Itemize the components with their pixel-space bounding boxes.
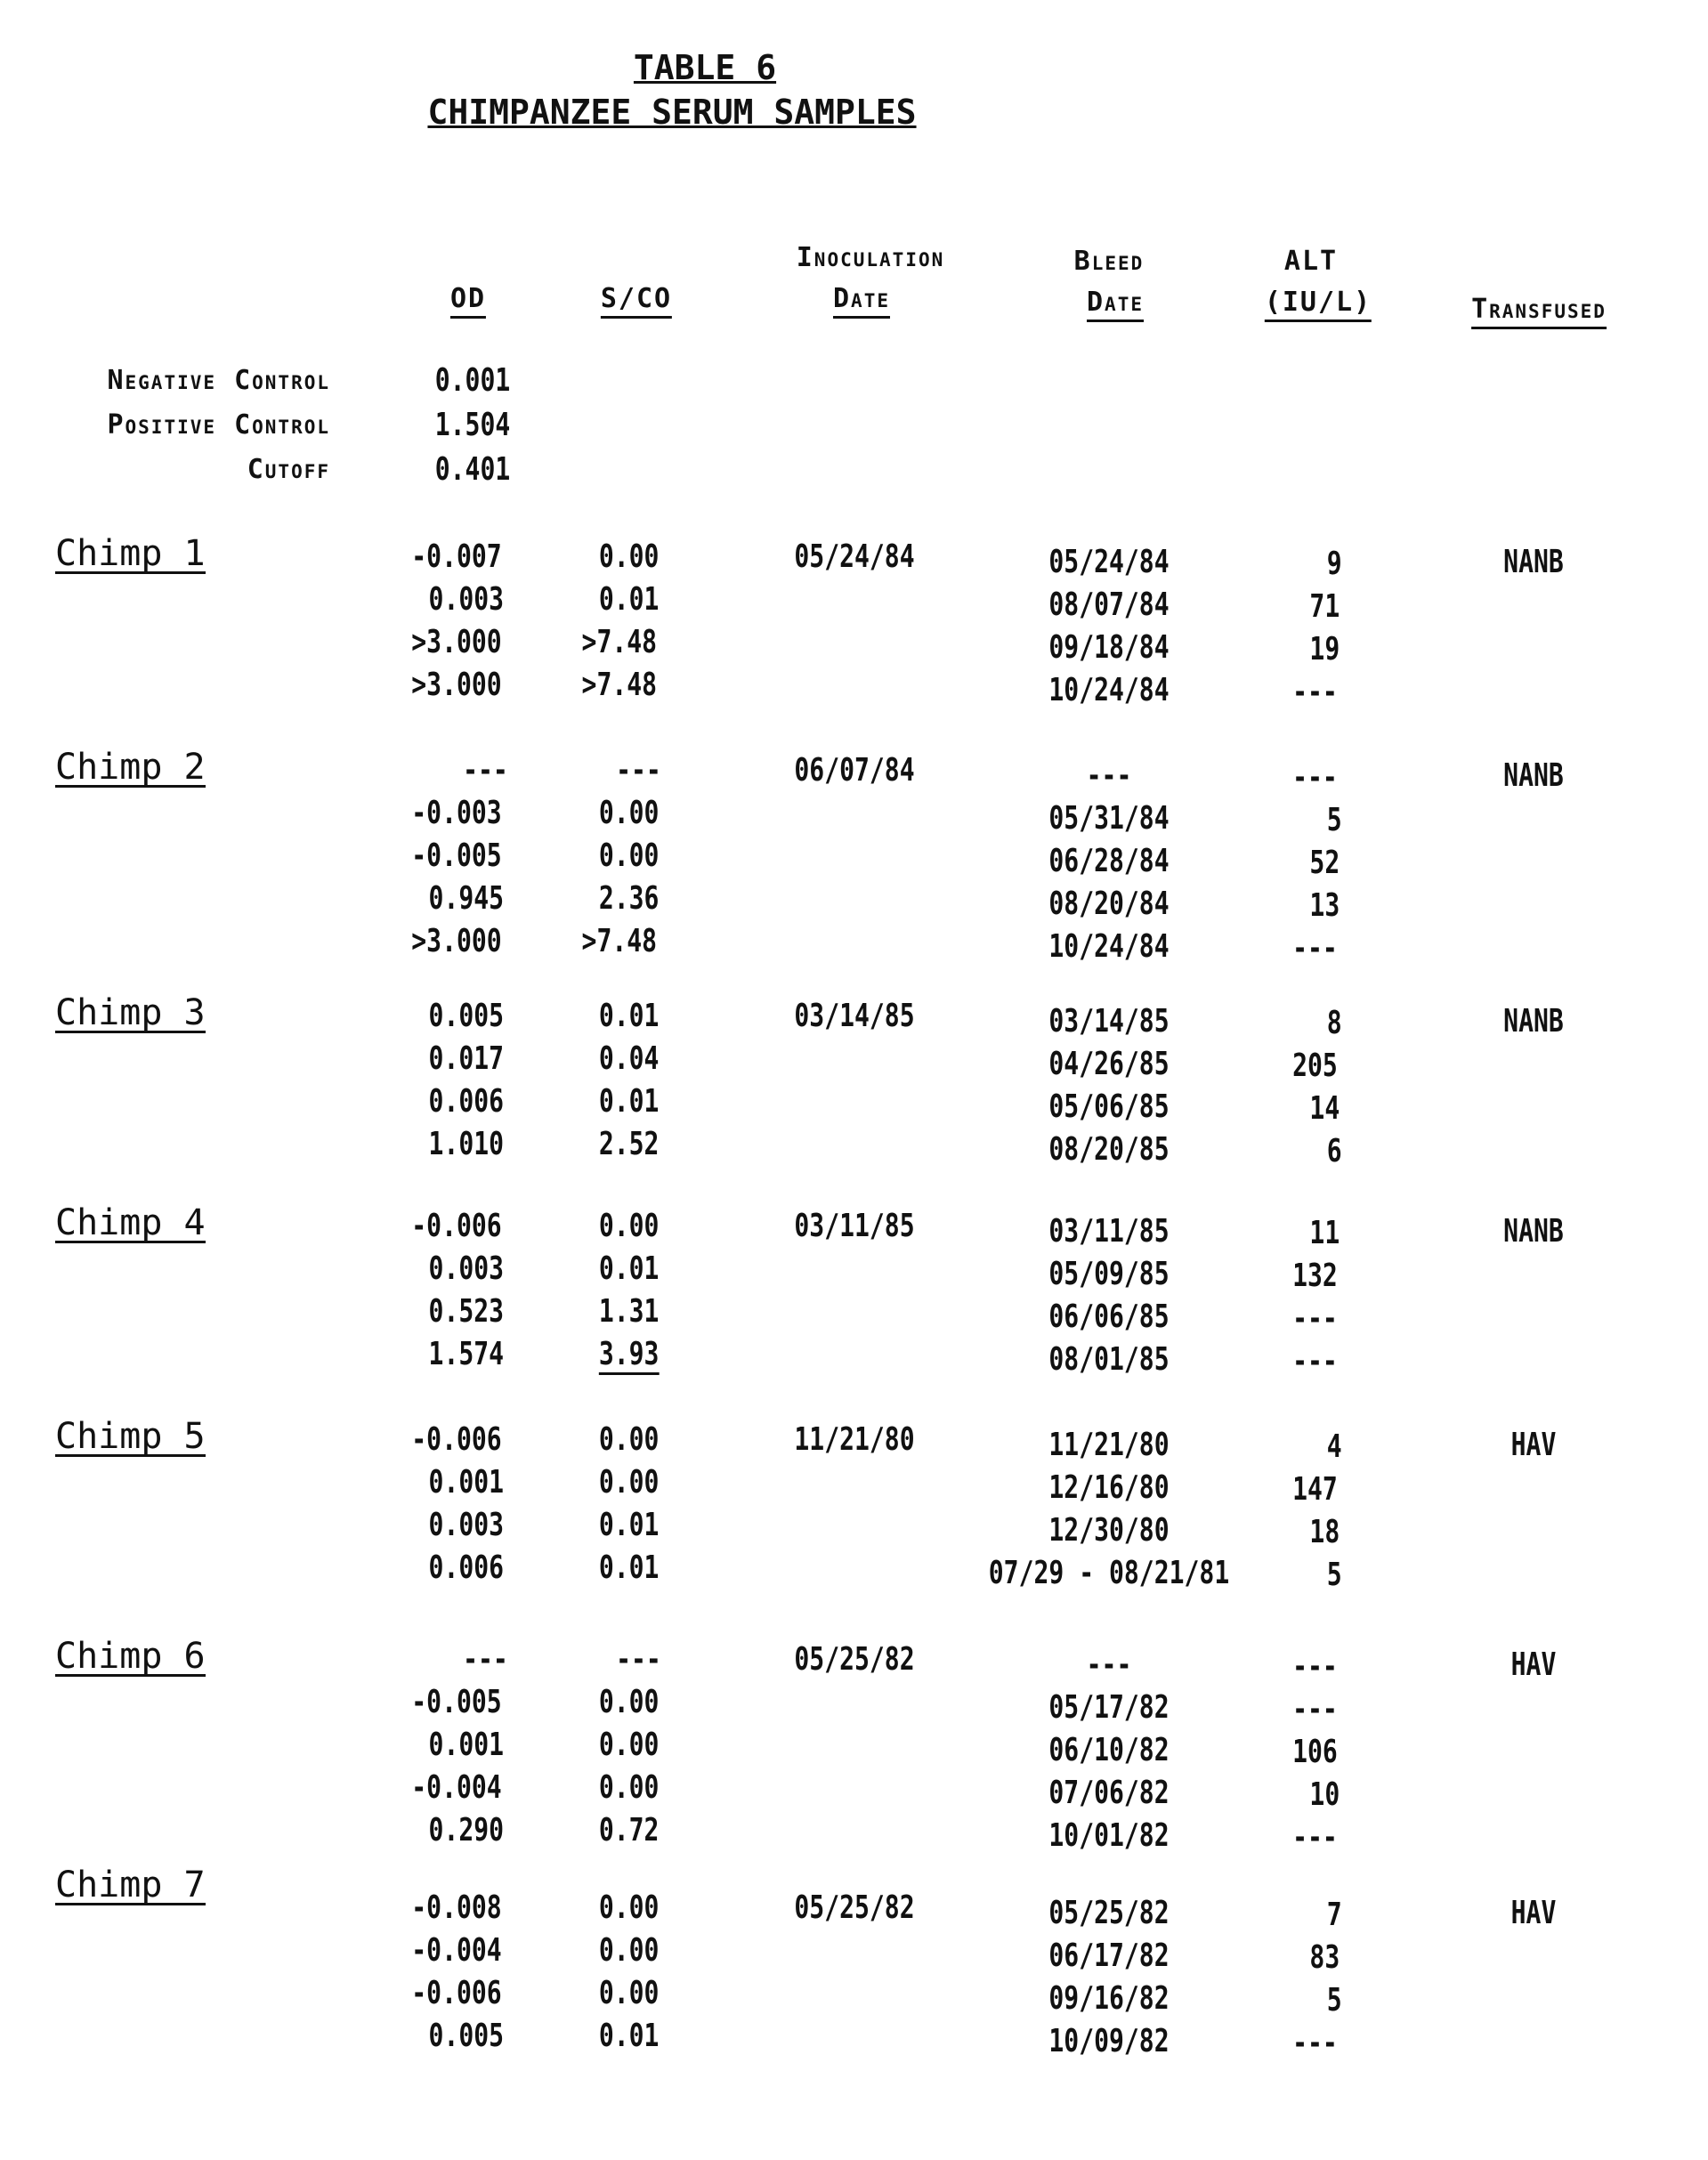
- transfused-value-text: NANB: [1503, 1214, 1564, 1250]
- sco-value: [590, 1976, 668, 2011]
- inoculation-date-text: 11/21/80: [794, 1422, 914, 1458]
- inoculation-date-text: 03/11/85: [794, 1209, 914, 1244]
- bleed-date: [1032, 844, 1186, 879]
- transfused-value-text: HAV: [1511, 1428, 1557, 1463]
- sco-value-text: 0.01: [599, 1508, 660, 1543]
- header-transfused: Transfused: [1471, 294, 1607, 329]
- bleed-date: [1032, 2024, 1186, 2059]
- sco-value: [590, 1127, 668, 1162]
- od-value: [457, 753, 514, 789]
- alt-value-text: 52: [1309, 845, 1340, 881]
- alt-value: [1324, 1557, 1344, 1593]
- bleed-date-text: 05/25/82: [1048, 1896, 1169, 1931]
- sco-value: [590, 1770, 668, 1806]
- sco-value-text: 0.00: [599, 838, 660, 874]
- alt-value: [1324, 1429, 1344, 1465]
- chimp-name: Chimp 5: [55, 1419, 206, 1457]
- bleed-date: [1032, 1047, 1186, 1082]
- alt-value-text: ---: [1292, 2026, 1338, 2061]
- alt-value: [1286, 1472, 1344, 1508]
- sco-value: [590, 838, 668, 874]
- sco-value: [571, 924, 668, 959]
- od-value-text: -0.005: [411, 1685, 501, 1720]
- alt-value-text: 4: [1327, 1429, 1342, 1465]
- header-sco: S/CO: [601, 283, 672, 319]
- alt-value-text: 5: [1327, 1557, 1342, 1593]
- od-value-text: 0.003: [429, 582, 505, 618]
- alt-value-text: 11: [1309, 1216, 1340, 1251]
- sco-value: [590, 1465, 668, 1501]
- od-value: [418, 1550, 514, 1586]
- od-value-text: -0.007: [411, 539, 501, 575]
- od-value: [418, 1465, 514, 1501]
- sco-value: [571, 625, 668, 660]
- sco-value: [590, 999, 668, 1034]
- transfused-value: [1504, 1896, 1562, 1931]
- od-value: [418, 1251, 514, 1287]
- inoculation-date-text: 06/07/84: [794, 753, 914, 789]
- bleed-date-text: 10/24/84: [1048, 929, 1169, 965]
- sco-value: [590, 1337, 668, 1375]
- od-value-text: -0.006: [411, 1422, 501, 1458]
- od-value: [399, 625, 514, 660]
- sco-value-text: >7.48: [582, 667, 658, 703]
- control-od-value: [425, 452, 521, 488]
- sco-value-text: 0.00: [599, 1422, 660, 1458]
- alt-value-text: 147: [1292, 1472, 1338, 1508]
- bleed-date-text: 05/31/84: [1048, 801, 1169, 837]
- control-label: [107, 363, 330, 399]
- bleed-date: [1032, 1342, 1186, 1378]
- bleed-date: [1032, 1428, 1186, 1463]
- alt-value-text: 83: [1309, 1940, 1340, 1976]
- bleed-date: [1032, 801, 1186, 837]
- chimp-name: Chimp 2: [55, 749, 206, 788]
- sco-value: [571, 667, 668, 703]
- sco-value-text: 0.00: [599, 1685, 660, 1720]
- bleed-date: [1032, 886, 1186, 922]
- control-od-value-text: 0.401: [435, 452, 511, 488]
- alt-value-text: 132: [1292, 1258, 1338, 1294]
- bleed-date-text: ---: [1087, 758, 1132, 794]
- alt-value: [1286, 1301, 1344, 1337]
- transfused-value-text: HAV: [1511, 1896, 1557, 1931]
- bleed-date: [1032, 630, 1186, 666]
- alt-value-text: 71: [1309, 589, 1340, 625]
- sco-value-text: ---: [616, 1642, 661, 1678]
- chimp-name: Chimp 1: [55, 536, 206, 574]
- bleed-date-text: 10/09/82: [1048, 2024, 1169, 2059]
- transfused-value: [1504, 1647, 1562, 1683]
- od-value-text: ---: [463, 1642, 508, 1678]
- control-od-value: [425, 363, 521, 399]
- bleed-date-text: 05/17/82: [1048, 1690, 1169, 1726]
- od-value: [418, 1127, 514, 1162]
- alt-value: [1306, 632, 1344, 667]
- inoculation-date-text: 05/25/82: [794, 1890, 914, 1926]
- inoculation-date: [777, 539, 931, 575]
- alt-value: [1324, 1134, 1344, 1169]
- bleed-date-text: 05/06/85: [1048, 1089, 1169, 1125]
- od-value: [399, 1976, 514, 2011]
- chimp-name: Chimp 6: [55, 1638, 206, 1677]
- bleed-date: [1032, 1690, 1186, 1726]
- bleed-date: [1032, 1818, 1186, 1854]
- od-value: [399, 667, 514, 703]
- alt-value-text: ---: [1292, 1692, 1338, 1727]
- od-value-text: 0.006: [429, 1550, 505, 1586]
- sco-value: [590, 582, 668, 618]
- od-value: [418, 1294, 514, 1330]
- transfused-value: [1504, 1428, 1562, 1463]
- od-value: [399, 838, 514, 874]
- bleed-date-text: 08/01/85: [1048, 1342, 1169, 1378]
- od-value: [399, 539, 514, 575]
- od-value: [418, 1337, 514, 1372]
- alt-value-text: 7: [1327, 1897, 1342, 1933]
- inoculation-date-text: 03/14/85: [794, 999, 914, 1034]
- alt-value: [1306, 1940, 1344, 1976]
- alt-value-text: 5: [1327, 803, 1342, 838]
- od-value-text: 0.001: [429, 1727, 505, 1763]
- sco-value-text: 0.01: [599, 582, 660, 618]
- sco-value: [590, 1685, 668, 1720]
- alt-value-text: ---: [1292, 675, 1338, 710]
- bleed-date: [1032, 1981, 1186, 2017]
- sco-value-text: 0.01: [599, 999, 660, 1034]
- alt-value: [1306, 888, 1344, 924]
- od-value-text: 0.006: [429, 1084, 505, 1120]
- od-value-text: -0.006: [411, 1209, 501, 1244]
- sco-value-text: 0.00: [599, 1727, 660, 1763]
- alt-value: [1286, 931, 1344, 967]
- alt-value: [1286, 1048, 1344, 1084]
- sco-value: [610, 1642, 668, 1678]
- alt-value-text: 205: [1292, 1048, 1338, 1084]
- sco-value: [590, 796, 668, 831]
- sco-value-text: 0.00: [599, 539, 660, 575]
- alt-value-text: ---: [1292, 1649, 1338, 1685]
- od-value-text: >3.000: [411, 625, 501, 660]
- od-value-text: -0.004: [411, 1770, 501, 1806]
- bleed-date-text: 08/07/84: [1048, 587, 1169, 623]
- alt-value: [1286, 760, 1344, 796]
- od-value: [418, 1813, 514, 1849]
- od-value-text: 0.003: [429, 1508, 505, 1543]
- chimp-name: Chimp 4: [55, 1205, 206, 1243]
- sco-value: [590, 1209, 668, 1244]
- od-value: [418, 1084, 514, 1120]
- sco-value: [590, 1251, 668, 1287]
- od-value-text: 0.001: [429, 1465, 505, 1501]
- od-value: [418, 1041, 514, 1077]
- chimp-name: Chimp 3: [55, 995, 206, 1033]
- header-alt: ALT: [1284, 244, 1338, 279]
- alt-value-text: 6: [1327, 1134, 1342, 1169]
- bleed-date: [1032, 1513, 1186, 1549]
- sco-value: [590, 881, 668, 917]
- alt-value: [1306, 1515, 1344, 1550]
- alt-value: [1306, 589, 1344, 625]
- transfused-value: [1495, 1214, 1573, 1250]
- header-od: OD: [450, 283, 486, 319]
- od-value: [418, 2018, 514, 2054]
- od-value-text: -0.003: [411, 796, 501, 831]
- sco-value-text: 0.00: [599, 1933, 660, 1969]
- bleed-date: [1032, 673, 1186, 708]
- od-value-text: 0.523: [429, 1294, 505, 1330]
- sco-value-text: 0.00: [599, 1465, 660, 1501]
- table-title: TABLE 6: [634, 50, 776, 85]
- od-value-text: >3.000: [411, 667, 501, 703]
- od-value: [399, 1685, 514, 1720]
- bleed-date: [1032, 1733, 1186, 1768]
- chimp-name: Chimp 7: [55, 1867, 206, 1905]
- bleed-date: [1032, 545, 1186, 580]
- bleed-date-text: 06/28/84: [1048, 844, 1169, 879]
- bleed-date: [1032, 1089, 1186, 1125]
- bleed-date: [955, 1556, 1264, 1591]
- transfused-value-text: NANB: [1503, 545, 1564, 580]
- sco-value-text: 0.04: [599, 1041, 660, 1077]
- inoculation-date: [777, 999, 931, 1034]
- bleed-date-text: 12/30/80: [1048, 1513, 1169, 1549]
- od-value: [418, 999, 514, 1034]
- alt-value: [1286, 1344, 1344, 1379]
- transfused-value: [1495, 758, 1573, 794]
- od-value-text: 0.003: [429, 1251, 505, 1287]
- alt-value: [1286, 1735, 1344, 1770]
- bleed-date-text: 04/26/85: [1048, 1047, 1169, 1082]
- bleed-date-text: 11/21/80: [1048, 1428, 1169, 1463]
- alt-value-text: 18: [1309, 1515, 1340, 1550]
- sco-value: [590, 1727, 668, 1763]
- bleed-date-text: 07/06/82: [1048, 1776, 1169, 1811]
- header-inoculation-date: Date: [833, 283, 890, 319]
- alt-value-text: 19: [1309, 632, 1340, 667]
- header-bleed: Bleed: [1074, 244, 1145, 279]
- alt-value-text: 106: [1292, 1735, 1338, 1770]
- sco-value-text: 0.00: [599, 796, 660, 831]
- sco-value-text: >7.48: [582, 924, 658, 959]
- alt-value: [1306, 845, 1344, 881]
- control-label-text: Cutoff: [247, 452, 330, 488]
- alt-value-text: ---: [1292, 760, 1338, 796]
- od-value: [418, 582, 514, 618]
- bleed-date-text: 10/24/84: [1048, 673, 1169, 708]
- alt-value: [1324, 803, 1344, 838]
- sco-value: [590, 2018, 668, 2054]
- bleed-date-text: 03/11/85: [1048, 1214, 1169, 1250]
- transfused-value-text: HAV: [1511, 1647, 1557, 1683]
- bleed-date: [1032, 587, 1186, 623]
- alt-value: [1324, 1006, 1344, 1041]
- bleed-date-text: 09/18/84: [1048, 630, 1169, 666]
- od-value-text: >3.000: [411, 924, 501, 959]
- inoculation-date: [777, 753, 931, 789]
- sco-value-text: ---: [616, 753, 661, 789]
- od-value-text: 0.017: [429, 1041, 505, 1077]
- header-alt-unit: (IU/L): [1265, 287, 1372, 322]
- alt-value-text: ---: [1292, 1820, 1338, 1856]
- bleed-date: [1032, 1896, 1186, 1931]
- inoculation-date-text: 05/24/84: [794, 539, 914, 575]
- control-label-text: Negative Control: [107, 363, 330, 399]
- sco-value-text: 0.01: [599, 2018, 660, 2054]
- sco-value-text: 0.00: [599, 1209, 660, 1244]
- bleed-date: [1032, 1214, 1186, 1250]
- transfused-value-text: NANB: [1503, 758, 1564, 794]
- od-value: [418, 1727, 514, 1763]
- sco-value-text: 0.00: [599, 1890, 660, 1926]
- bleed-date: [1032, 1470, 1186, 1506]
- alt-value-text: ---: [1292, 931, 1338, 967]
- od-value: [399, 1209, 514, 1244]
- control-label: [247, 452, 330, 488]
- od-value: [399, 1770, 514, 1806]
- od-value-text: 0.945: [429, 881, 505, 917]
- sco-value-text: 0.01: [599, 1550, 660, 1586]
- sco-value-text: 0.00: [599, 1976, 660, 2011]
- header-inoculation: Inoculation: [797, 240, 945, 276]
- sco-value-text: 0.01: [599, 1251, 660, 1287]
- alt-value: [1324, 1983, 1344, 2018]
- sco-value: [590, 1933, 668, 1969]
- bleed-date-text: 07/29 - 08/21/81: [989, 1556, 1229, 1591]
- control-od-value-text: 0.001: [435, 363, 511, 399]
- od-value: [418, 881, 514, 917]
- bleed-date: [1080, 758, 1137, 794]
- od-value: [399, 1422, 514, 1458]
- bleed-date-text: 12/16/80: [1048, 1470, 1169, 1506]
- bleed-date-text: 06/10/82: [1048, 1733, 1169, 1768]
- od-value-text: -0.005: [411, 838, 501, 874]
- control-od-value-text: 1.504: [435, 408, 511, 443]
- alt-value-text: ---: [1292, 1344, 1338, 1379]
- sco-value-text: 0.72: [599, 1813, 660, 1849]
- od-value: [457, 1642, 514, 1678]
- alt-value: [1306, 1091, 1344, 1127]
- bleed-date: [1032, 1776, 1186, 1811]
- alt-value: [1306, 1216, 1344, 1251]
- od-value-text: -0.004: [411, 1933, 501, 1969]
- od-value-text: 0.290: [429, 1813, 505, 1849]
- sco-value: [590, 1550, 668, 1586]
- bleed-date: [1032, 929, 1186, 965]
- transfused-value-text: NANB: [1503, 1004, 1564, 1040]
- control-label: [107, 408, 330, 443]
- od-value-text: -0.006: [411, 1976, 501, 2011]
- sco-value: [590, 1890, 668, 1926]
- sco-value: [590, 1041, 668, 1077]
- od-value-text: ---: [463, 753, 508, 789]
- bleed-date-text: ---: [1087, 1647, 1132, 1683]
- bleed-date-text: 06/17/82: [1048, 1938, 1169, 1974]
- od-value: [418, 1508, 514, 1543]
- alt-value-text: 14: [1309, 1091, 1340, 1127]
- bleed-date: [1032, 1004, 1186, 1040]
- sco-value: [590, 1084, 668, 1120]
- inoculation-date: [777, 1642, 931, 1678]
- bleed-date: [1032, 1299, 1186, 1335]
- od-value-text: 0.005: [429, 999, 505, 1034]
- alt-value: [1324, 1897, 1344, 1933]
- bleed-date-text: 08/20/84: [1048, 886, 1169, 922]
- header-bleed-date: Date: [1087, 287, 1144, 322]
- inoculation-date-text: 05/25/82: [794, 1642, 914, 1678]
- transfused-value: [1495, 545, 1573, 580]
- od-value: [399, 924, 514, 959]
- sco-value: [610, 753, 668, 789]
- sco-value-text: 0.00: [599, 1770, 660, 1806]
- inoculation-date: [777, 1422, 931, 1458]
- od-value: [399, 796, 514, 831]
- alt-value: [1286, 1649, 1344, 1685]
- alt-value: [1286, 1258, 1344, 1294]
- bleed-date-text: 10/01/82: [1048, 1818, 1169, 1854]
- alt-value: [1306, 1777, 1344, 1813]
- sco-value-text: 0.01: [599, 1084, 660, 1120]
- bleed-date: [1032, 1257, 1186, 1292]
- transfused-value: [1495, 1004, 1573, 1040]
- sco-value-text: 1.31: [599, 1294, 660, 1330]
- bleed-date-text: 06/06/85: [1048, 1299, 1169, 1335]
- bleed-date-text: 09/16/82: [1048, 1981, 1169, 2017]
- alt-value: [1286, 1692, 1344, 1727]
- table-subtitle: CHIMPANZEE SERUM SAMPLES: [427, 94, 916, 130]
- alt-value: [1286, 675, 1344, 710]
- bleed-date: [1032, 1938, 1186, 1974]
- control-od-value: [425, 408, 521, 443]
- bleed-date-text: 08/20/85: [1048, 1132, 1169, 1168]
- bleed-date-text: 05/24/84: [1048, 545, 1169, 580]
- sco-value: [590, 1294, 668, 1330]
- alt-value-text: 8: [1327, 1006, 1342, 1041]
- bleed-date-text: 03/14/85: [1048, 1004, 1169, 1040]
- bleed-date: [1080, 1647, 1137, 1683]
- inoculation-date: [777, 1209, 931, 1244]
- alt-value-text: ---: [1292, 1301, 1338, 1337]
- od-value-text: 0.005: [429, 2018, 505, 2054]
- alt-value: [1324, 546, 1344, 582]
- sco-value: [590, 539, 668, 575]
- control-label-text: Positive Control: [107, 408, 330, 443]
- sco-value: [590, 1508, 668, 1543]
- alt-value-text: 13: [1309, 888, 1340, 924]
- od-value-text: 1.010: [429, 1127, 505, 1162]
- od-value: [399, 1933, 514, 1969]
- sco-value-text: 2.52: [599, 1127, 660, 1162]
- od-value-text: -0.008: [411, 1890, 501, 1926]
- od-value-text: 1.574: [429, 1337, 505, 1372]
- sco-value: [590, 1813, 668, 1849]
- alt-value-text: 10: [1309, 1777, 1340, 1813]
- alt-value: [1286, 2026, 1344, 2061]
- sco-value-text: 2.36: [599, 881, 660, 917]
- od-value: [399, 1890, 514, 1926]
- alt-value-text: 9: [1327, 546, 1342, 582]
- inoculation-date: [777, 1890, 931, 1926]
- alt-value: [1286, 1820, 1344, 1856]
- alt-value-text: 5: [1327, 1983, 1342, 2018]
- sco-value-text: >7.48: [582, 625, 658, 660]
- sco-value-text: 3.93: [599, 1337, 660, 1375]
- bleed-date-text: 05/09/85: [1048, 1257, 1169, 1292]
- bleed-date: [1032, 1132, 1186, 1168]
- sco-value: [590, 1422, 668, 1458]
